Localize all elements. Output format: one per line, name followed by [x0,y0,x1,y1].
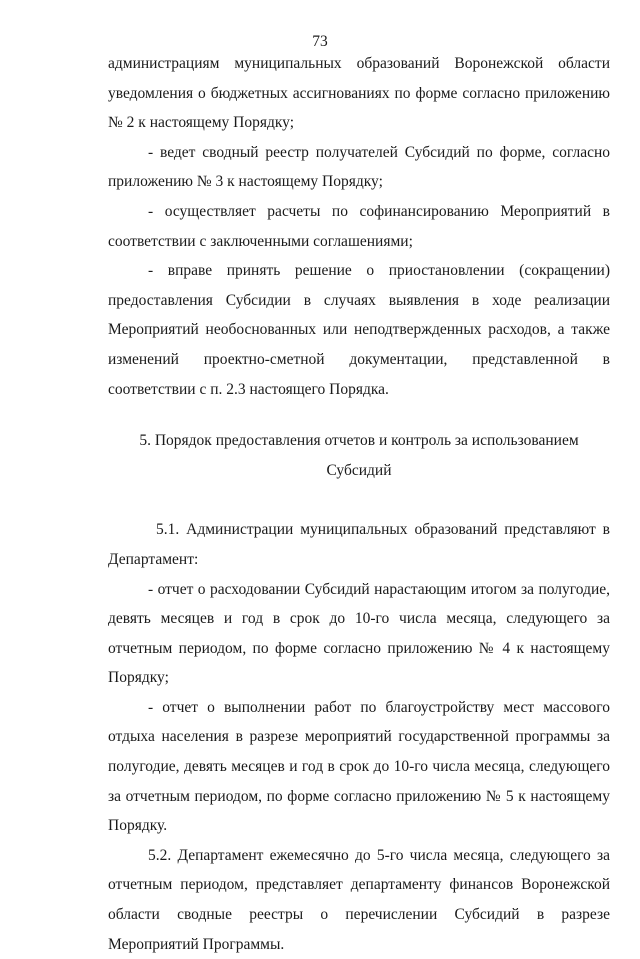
paragraph-clause: 5.2. Департамент ежемесячно до 5-го числа месяца, следующего за отчетным периодом, представляет департаменту финансов Воронежской области сводные реестры о перечислении Субсидий в разрезе Мероприятий Программы. [108,846,610,953]
paragraph-list-item: - отчет о выполнении работ по благоустройству мест массового отдыха населения в разрезе мероприятий государственной программы за полугодие, девять месяцев и год в срок до 10-го числа месяца, следующего за отчетным периодом, по форме согласно приложению № 5 к настоящему Порядку. [108,698,610,835]
paragraph-list-item: - вправе принять решение о приостановлении (сокращении) предоставления Субсидии в случаях выявления в ходе реализации Мероприятий необоснованных или неподтвержденных расходов, а также изменений проектно-сметной документации, представленной в соответствии с п. 2.3 настоящего Порядка. [108,262,610,398]
paragraph-list-item: - отчет о расходовании Субсидий нарастающим итогом за полугодие, девять месяцев и год в срок до 10-го числа месяца, следующего за отчетным периодом, по форме согласно приложению № 4 к настоящему Порядку; [108,580,610,687]
page-number: 73 [312,33,328,50]
paragraph-clause: 5.1. Администрации муниципальных образований представляют в Департамент: [108,521,610,568]
document-body [108,49,610,959]
paragraph-list-item: - осуществляет расчеты по софинансированию Мероприятий в соответствии с заключенными соглашениями; [108,202,610,250]
section-heading [108,426,610,485]
section-heading-line2: Субсидий [326,461,392,479]
section-heading-line1: 5. Порядок предоставления отчетов и контроль за использованием [139,432,579,450]
paragraph-continuation: администрациям муниципальных образований Воронежской области уведомления о бюджетных ассигнованиях по форме согласно приложению № 2 к настоящему Порядку; [108,55,610,132]
paragraph-list-item: - ведет сводный реестр получателей Субсидий по форме, согласно приложению № 3 к настоящему Порядку; [108,143,610,191]
